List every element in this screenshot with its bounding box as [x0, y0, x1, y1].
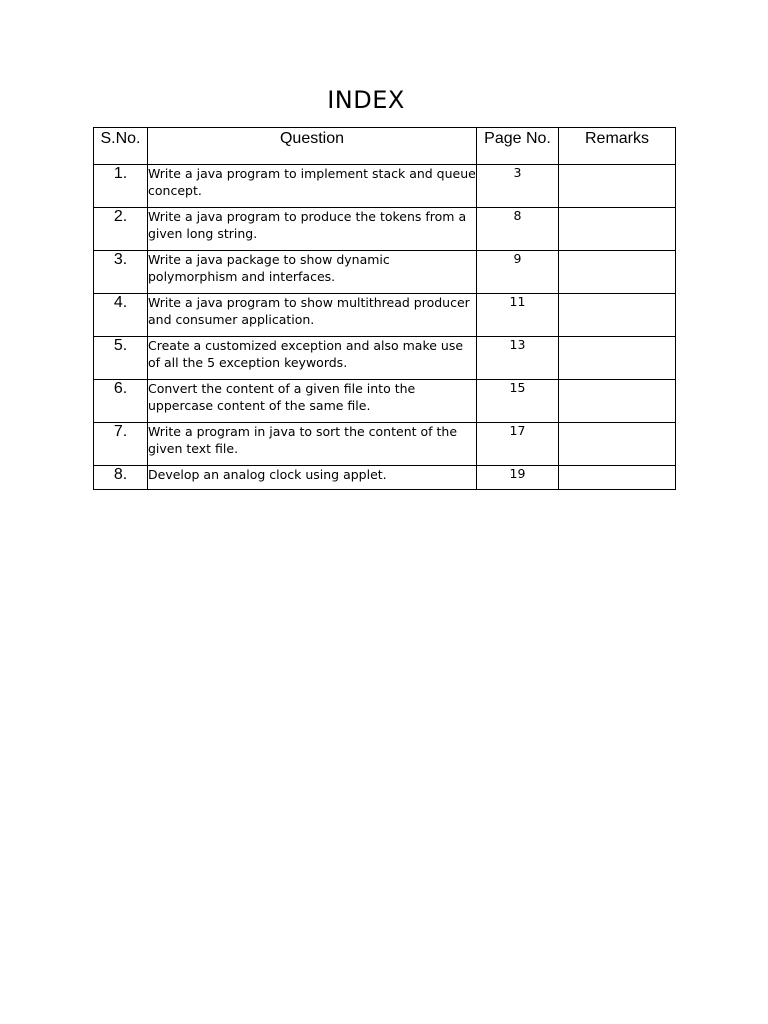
row-sno: 7.: [94, 423, 148, 466]
row-question: Write a java program to implement stack and queue concept.: [148, 165, 477, 208]
row-question: Write a java program to produce the tokens from a given long string.: [148, 208, 477, 251]
row-remarks: [559, 466, 676, 490]
table-row: [94, 208, 676, 251]
row-sno: 4.: [94, 294, 148, 337]
table-row: [94, 423, 676, 466]
row-sno: 8.: [94, 466, 148, 490]
row-page-no: 15: [477, 380, 559, 423]
table-header-row: [94, 128, 676, 165]
row-question: Write a program in java to sort the content of the given text file.: [148, 423, 477, 466]
row-question: Create a customized exception and also make use of all the 5 exception keywords.: [148, 337, 477, 380]
table-row: [94, 251, 676, 294]
table-row: [94, 380, 676, 423]
row-sno: 3.: [94, 251, 148, 294]
row-question: Write a java package to show dynamic polymorphism and interfaces.: [148, 251, 477, 294]
row-remarks: [559, 337, 676, 380]
row-remarks: [559, 208, 676, 251]
row-remarks: [559, 380, 676, 423]
row-page-no: 13: [477, 337, 559, 380]
row-question: Develop an analog clock using applet.: [148, 466, 477, 490]
table-row: [94, 337, 676, 380]
row-page-no: 19: [477, 466, 559, 490]
row-sno: 6.: [94, 380, 148, 423]
header-sno: S.No.: [94, 128, 148, 165]
row-remarks: [559, 251, 676, 294]
index-table: [93, 127, 676, 490]
table-row: [94, 165, 676, 208]
row-sno: 1.: [94, 165, 148, 208]
row-page-no: 9: [477, 251, 559, 294]
row-page-no: 8: [477, 208, 559, 251]
row-sno: 2.: [94, 208, 148, 251]
row-remarks: [559, 165, 676, 208]
row-question: Write a java program to show multithread producer and consumer application.: [148, 294, 477, 337]
row-question: Convert the content of a given file into the uppercase content of the same file.: [148, 380, 477, 423]
page-title: INDEX: [327, 86, 405, 114]
table-row: [94, 466, 676, 490]
header-remarks: Remarks: [559, 128, 676, 165]
row-remarks: [559, 294, 676, 337]
row-page-no: 17: [477, 423, 559, 466]
row-remarks: [559, 423, 676, 466]
header-question: Question: [148, 128, 477, 165]
row-sno: 5.: [94, 337, 148, 380]
row-page-no: 3: [477, 165, 559, 208]
table-row: [94, 294, 676, 337]
row-page-no: 11: [477, 294, 559, 337]
header-page-no: Page No.: [477, 128, 559, 165]
